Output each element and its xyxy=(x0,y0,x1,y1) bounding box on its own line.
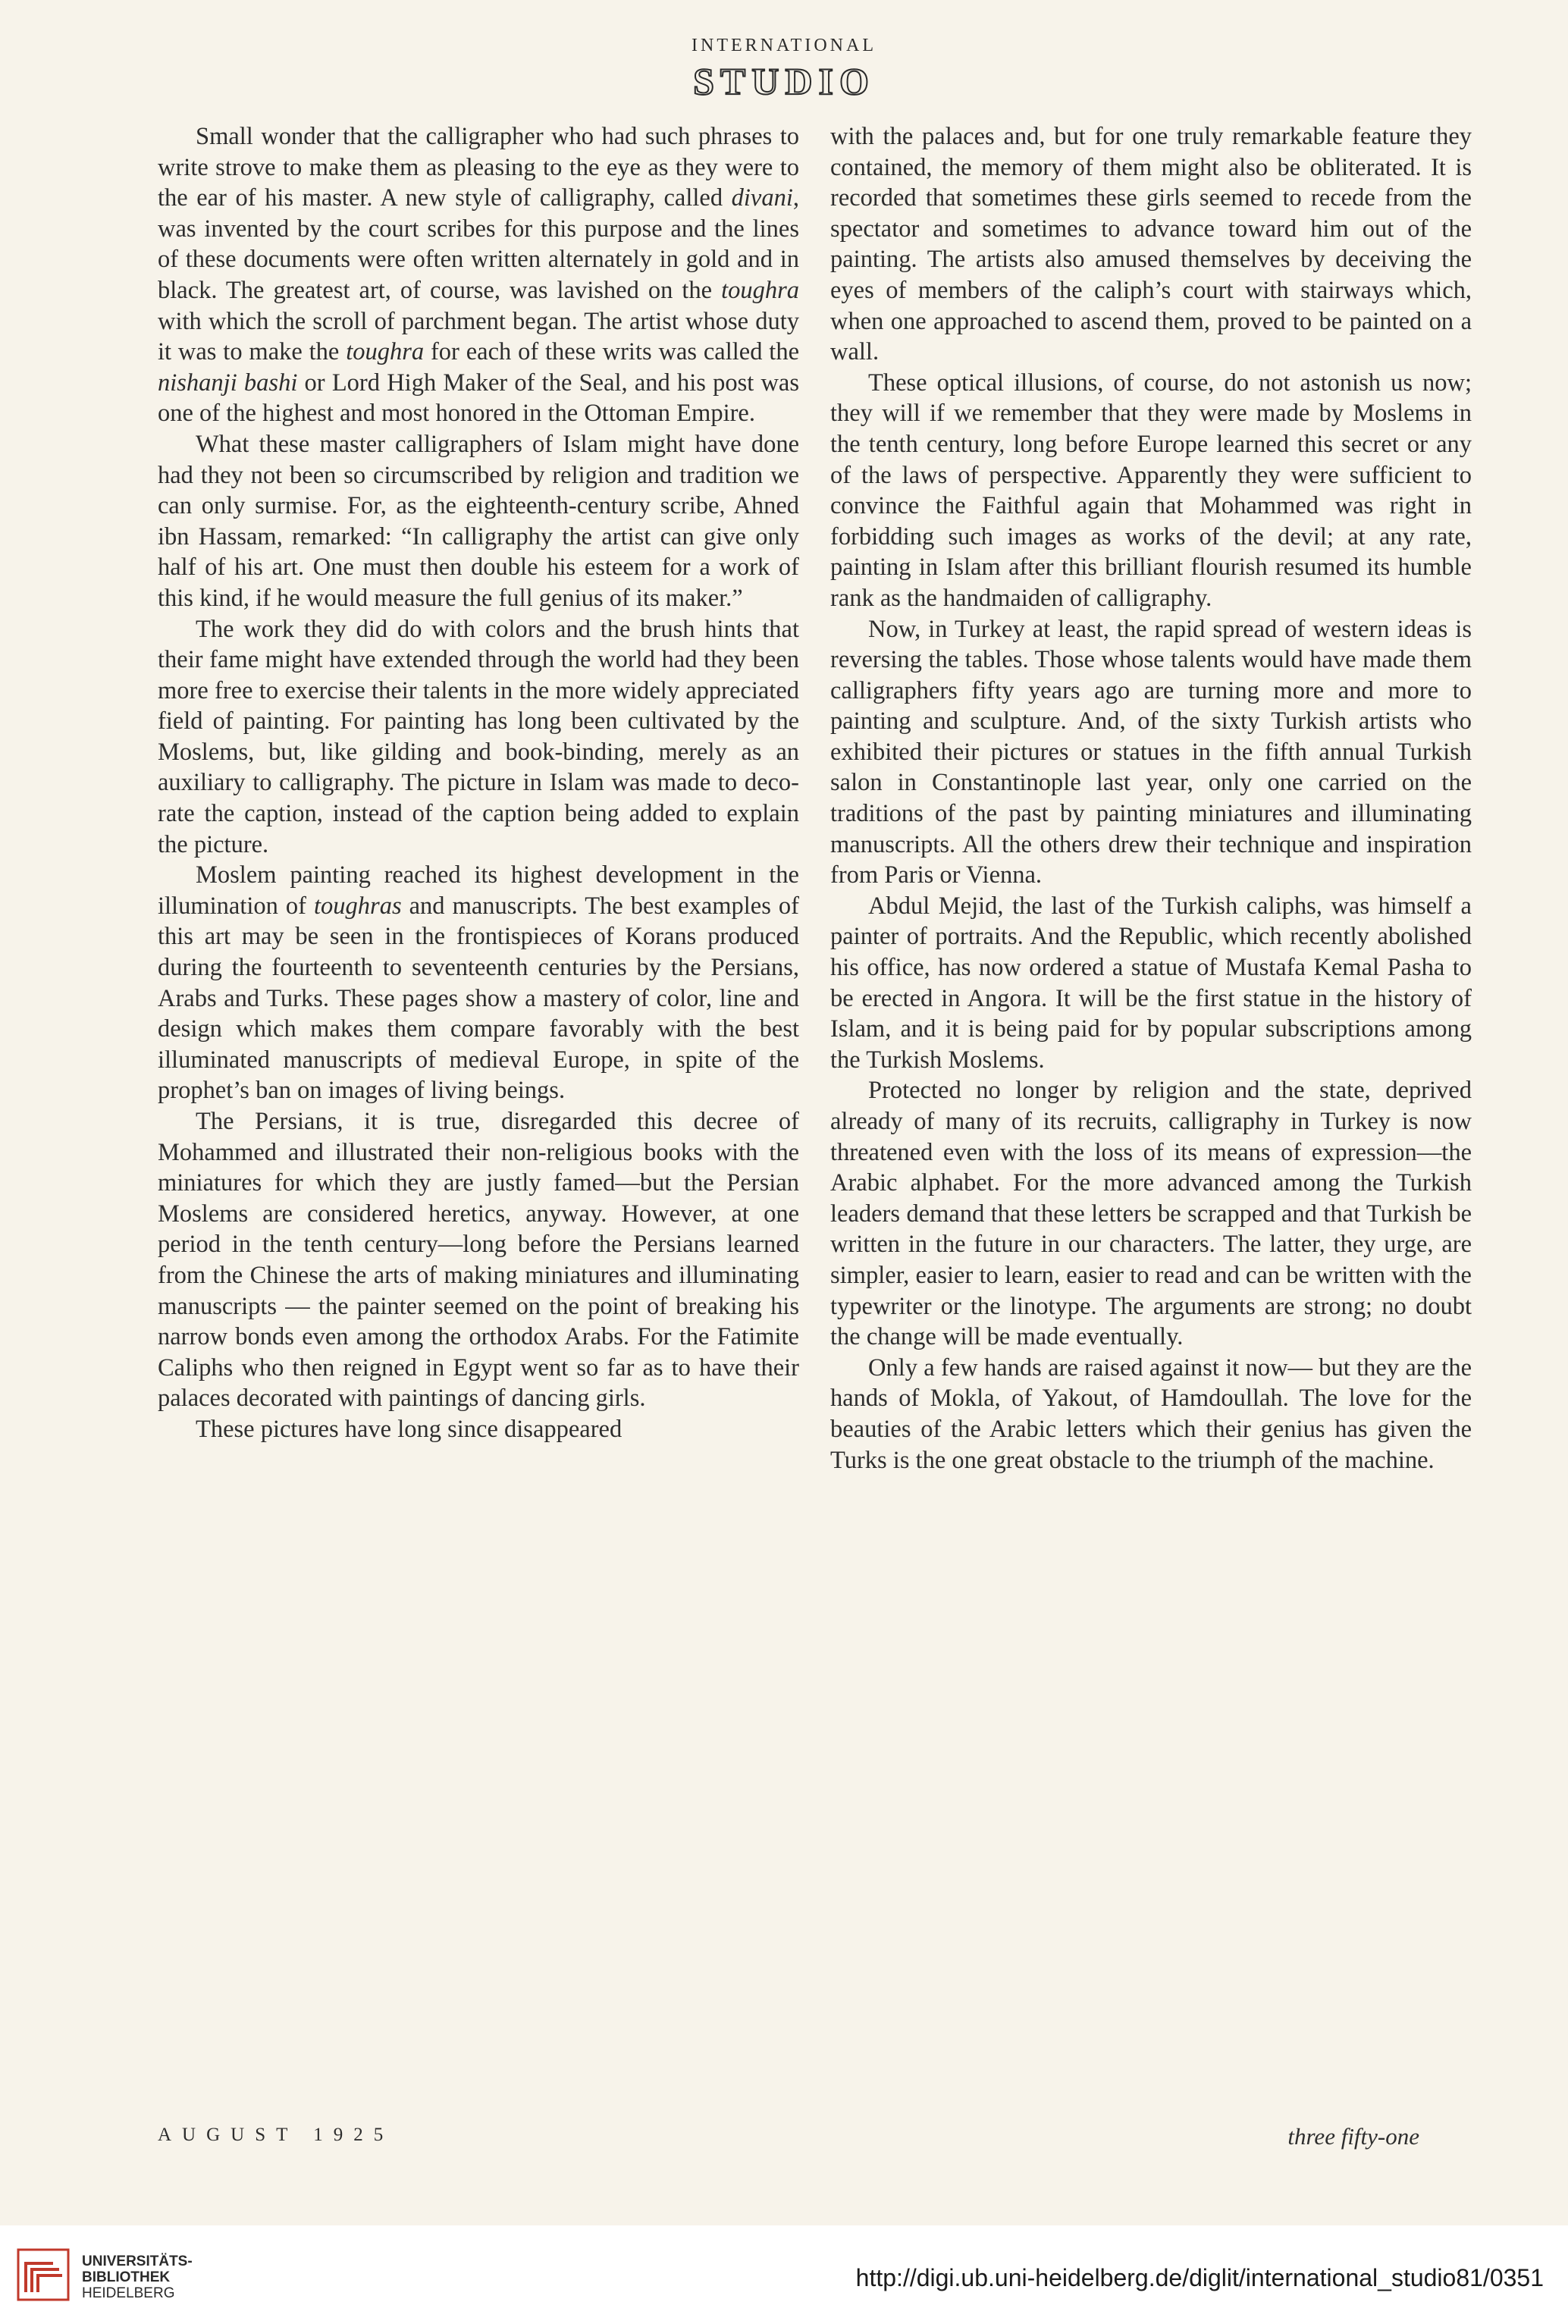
paragraph: Small wonder that the calligrapher who had such phrases to write strove to make them as pleasing to the eye as they were to the ear of his master. A new style of calligraphy, called divani, was invented by the court scribes for this purpose and the lines of these documents were often written alternately in gold and in black. The greatest art, of course, was lavished on the toughra with which the scroll of parchment began. The artist whose duty it was to make the toughra for each of these writs was called the nishanji bashi or Lord High Maker of the Seal, and his post was one of the highest and most honored in the Ottoman Empire. xyxy=(158,123,800,428)
paragraph: Only a few hands are raised against it now— but they are the hands of Mokla, of Yakout, of Hamdoullah. The love for the beauties of the Arabic letters which their genius has given the Turks is the one great obstacle to the triumph of the machine. xyxy=(830,1353,1472,1474)
text-column-left xyxy=(158,121,799,1445)
paragraph: The work they did do with colors and the brush hints that their fame might have extended through the world had they been more free to exercise their talents in the more widely appreciated field of painting. For painting has long been cultivated by the Moslems, but, like gilding and book-binding, merely as an auxiliary to calligraphy. The picture in Islam was made to decorate the caption, instead of the caption being added to explain the picture. xyxy=(158,615,799,858)
library-name-line3: HEIDELBERG xyxy=(82,2285,175,2301)
paragraph: Now, in Turkey at least, the rapid spread of western ideas is reversing the tables. Those whose talents would have made them calligraphers fifty years ago are turning more and more to painting and sculpture. And, of the sixty Turkish artists who exhibited their pictures or statues in the fifth annual Turkish salon in Constantinople last year, only one carried on the traditions of the past by painting miniatures and illuminating manuscripts. All the others drew their technique and inspiration from Paris or Vienna. xyxy=(830,615,1472,889)
paragraph: What these master calligraphers of Islam might have done had they not been so circumscribed by religion and tradition we can only surmise. For, as the eighteenth-century scribe, Ahned ibn Hassam, remarked: “In calligraphy the artist can give only half of his art. One must then double his esteem for a work of this kind, if he would measure the full genius of its maker.” xyxy=(158,430,799,612)
library-logo-icon xyxy=(17,2248,70,2301)
masthead-international: international xyxy=(691,29,877,57)
paragraph: Protected no longer by religion and the state, deprived already of many of its recruits, calligraphy in Turkey is now threatened even with the loss of its means of expression—the Arabic alphabet. For the more advanced among the Turkish leaders demand that these letters be scrapped and that Turkish be written in the future in our characters. The latter, they urge, are simpler, easier to learn, easier to read and can be written with the typewriter or the linotype. The arguments are strong; no doubt the change will be made eventually. xyxy=(830,1077,1472,1351)
library-name-line1: UNIVERSITÄTS- xyxy=(82,2253,193,2269)
issue-date: AUGUST 1925 xyxy=(158,2125,394,2145)
paragraph: The Persians, it is true, disregarded this decree of Mohammed and illustrated their non-religious books with the miniatures for which they are justly famed—but the Persian Moslems are considered heretics, anyway. However, at one period in the tenth century—long before the Persians learned from the Chinese the arts of making miniatures and illuminating manuscripts — the painter seemed on the point of breaking his narrow bonds even among the orthodox Arabs. For the Fatimite Caliphs who then reigned in Egypt went so far as to have their palaces decorated with paintings of dancing girls. xyxy=(158,1108,799,1413)
masthead-studio: STUDIO xyxy=(693,60,875,102)
paragraph: These optical illusions, of course, do not astonish us now; they will if we remember that they were made by Moslems in the tenth century, long before Europe learned this secret or any of the laws of perspective. Apparently they were sufficient to convince the Faithful again that Mohammed was right in forbidding such images as works of the devil; at any rate, painting in Islam after this brilliant flourish resumed its humble rank as the handmaiden of calligraphy. xyxy=(830,369,1472,612)
paragraph: Abdul Mejid, the last of the Turkish caliphs, was himself a painter of portraits. And the Republic, which recently abolished his office, has now ordered a statue of Mustafa Kemal Pasha to be erected in Angora. It will be the first statue in the history of Islam, and it is being paid for by popular subscriptions among the Turkish Moslems. xyxy=(830,892,1472,1074)
library-name xyxy=(82,2253,193,2301)
page-number: three fifty-one xyxy=(1287,2123,1419,2150)
paragraph: Moslem painting reached its highest development in the illumination of toughras and manuscripts. The best examples of this art may be seen in the frontispieces of Korans produced during the fourteenth to seventeenth centuries by the Persians, Arabs and Turks. These pages show a mastery of color, line and design which makes them compare favorably with the best illuminated manuscripts of medieval Europe, in spite of the prophet’s ban on images of living beings. xyxy=(158,861,799,1105)
source-url-link[interactable]: http://digi.ub.uni-heidelberg.de/diglit/international_studio81/0351 xyxy=(855,2264,1544,2291)
paragraph: These pictures have long since disappeared xyxy=(196,1415,622,1443)
text-column-right xyxy=(830,121,1472,1476)
paragraph: with the palaces and, but for one truly remarkable feature they contained, the memory of them might also be obliterated. It is recorded that sometimes these girls seemed to recede from the spectator and sometimes to advance toward him out of the painting. The artists also amused themselves by deceiving the eyes of members of the caliph’s court with stairways which, when one approached to ascend them, proved to be painted on a wall. xyxy=(830,123,1472,366)
library-name-line2: BIBLIOTHEK xyxy=(82,2269,171,2285)
